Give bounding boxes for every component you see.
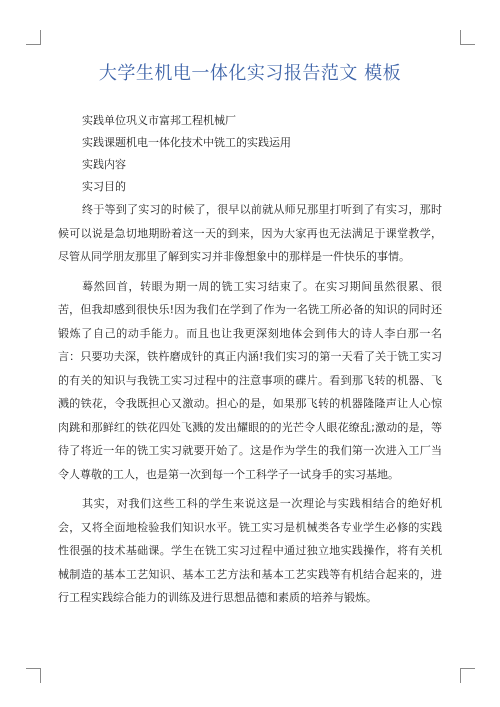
body-paragraph-1: 终于等到了实习的时候了，很早以前就从师兄那里打听到了有实习，那时候可以说是急切地期盼着这一天的到来，因为大家再也无法满足于课堂教学，尽管从同学朋友那里了解到实习并非像想象中的那样是一件快乐的事情。 bbox=[58, 203, 442, 263]
practice-content-heading: 实践内容 bbox=[82, 158, 126, 171]
body-paragraph-2: 蓦然回首，转眼为期一周的铣工实习结束了。在实习期间虽然很累、很苦，但我却感到很快乐!因为我们在学到了作为一名铣工所必备的知识的同时还锻炼了自己的动手能力。而且也让我更深刻地体会到伟大的诗人李白那一名言：只要功夫深，铁杵磨成针的真正内涵!我们实习的第一天看了关于铣工实习的有关的知识与我铣工实习过程中的注意事项的碟片。看到那飞转的机器、飞溅的铁花，令我既担心又激动。担心的是，如果那飞转的机器隆隆声让人心惊肉跳和那鲜红的铁花四处飞溅的发出耀眼的的光芒令人眼花缭乱;激动的是，等待了将近一年的铣工实习就要开始了。这是作为学生的我们第一次进入工厂当令人尊敬的工人，也是第一次到每一个工科学子一试身手的实习基地。 bbox=[58, 279, 442, 481]
practice-topic-line: 实践课题机电一体化技术中铣工的实践运用 bbox=[82, 136, 291, 149]
document-page bbox=[58, 60, 442, 616]
body-paragraph-3: 其实，对我们这些工科的学生来说这是一次理论与实践相结合的绝好机会，又将全面地检验我们知识水平。铣工实习是机械类各专业学生必修的实践性很强的技术基础课。学生在铣工实习过程中通过独立地实践操作，将有关机械制造的基本工艺知识、基本工艺方法和基本工艺实践等有机结合起来的，进行工程实践综合能力的训练及进行思想品德和素质的培养与锻炼。 bbox=[58, 497, 442, 604]
crop-mark-bottom-right bbox=[460, 668, 475, 683]
crop-mark-top-right bbox=[460, 30, 475, 45]
practice-unit-line: 实践单位巩义市富邦工程机械厂 bbox=[82, 114, 236, 127]
crop-mark-bottom-left bbox=[26, 668, 41, 683]
internship-purpose-heading: 实习目的 bbox=[82, 180, 126, 193]
crop-mark-top-left bbox=[26, 30, 41, 45]
document-title: 大学生机电一体化实习报告范文 模板 bbox=[98, 63, 402, 84]
